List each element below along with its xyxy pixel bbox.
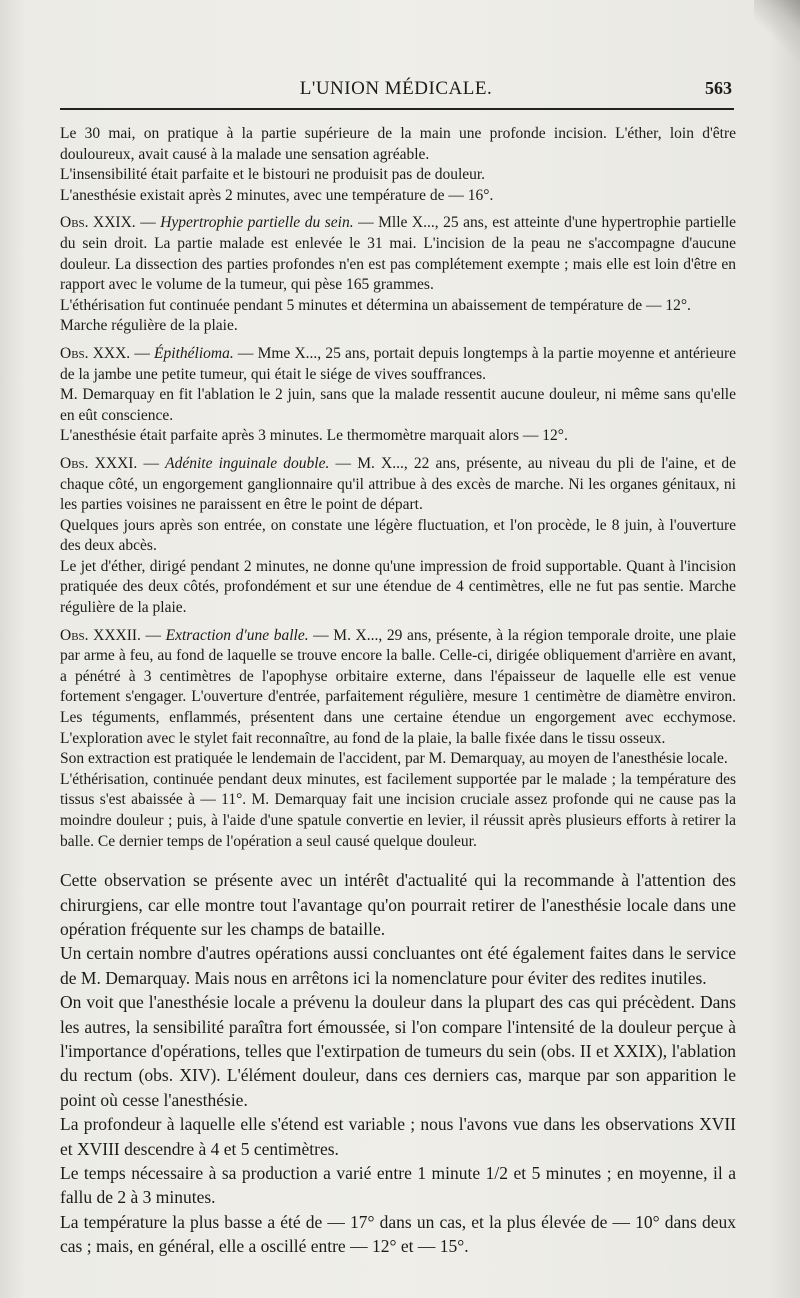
page-corner-curl bbox=[754, 0, 800, 64]
page-number: 563 bbox=[705, 78, 732, 98]
paragraph: On voit que l'anesthésie locale a prévenu la douleur dans la plupart des cas qui précèdent. Dans les autres, la sensibilité paraîtra fort émoussée, si l'on compare l'intensité de la douleur perçue à l'importance d'opérations, telles que l'extirpation de tumeurs du sein (obs. II et XXIX), l'ablation du rectum (obs. XIV). L'élément douleur, dans ces derniers cas, marque par son apparition le point où cesse l'anesthésie. bbox=[60, 992, 736, 1110]
observation-label: Obs. XXXI. bbox=[60, 454, 138, 472]
paragraph: Son extraction est pratiquée le lendemain de l'accident, par M. Demarquay, au moyen de l'anesthésie locale. bbox=[60, 750, 728, 768]
observation-label: Obs. XXIX. bbox=[60, 214, 136, 232]
observation-xxix: Obs. XXIX. — Hypertrophie partielle du sein. — Mlle X..., 25 ans, est atteinte d'une hypertrophie partielle du sein droit. La partie malade est enlevée le 31 mai. L'incision de la peau ne s'accompagne d'aucune douleur. La dissection des parties profondes n'en est pas complétement exempte ; mais elle est loin d'être en rapport avec le volume de la tumeur, qui pèse 165 grammes. bbox=[60, 214, 737, 294]
paragraph: Quelques jours après son entrée, on constate une légère fluctuation, et l'on procède, le 8 juin, à l'ouverture des deux abcès. bbox=[60, 516, 736, 555]
observation-title: Adénite inguinale double. bbox=[165, 454, 330, 472]
observation-text: Mme X..., 25 ans, portait depuis longtemps à la partie moyenne et antérieure de la jambe une petite tumeur, qui était le siége de vives souffrances. bbox=[60, 344, 737, 383]
observation-title: Épithélioma. bbox=[154, 344, 234, 362]
paragraph: L'insensibilité était parfaite et le bistouri ne produisit pas de douleur. bbox=[60, 166, 486, 184]
paragraph: Marche régulière de la plaie. bbox=[60, 317, 238, 335]
paragraph: La profondeur à laquelle elle s'étend est variable ; nous l'avons vue dans les observations XVII et XVIII descendre à 4 et 5 centimètres. bbox=[60, 1114, 736, 1159]
observation-xxx: Obs. XXX. — Épithélioma. — Mme X..., 25 ans, portait depuis longtemps à la partie moyenne et antérieure de la jambe une petite tumeur, qui était le siége de vives souffrances. bbox=[60, 344, 737, 383]
observation-text: M. X..., 22 ans, présente, au niveau du pli de l'aine, et de chaque côté, un engorgement ganglionnaire qu'il attribue à des excès de marche. Ni les organes génitaux, ni les parties voisines ne paraissent en être le point de départ. bbox=[60, 454, 736, 514]
article-body bbox=[60, 124, 736, 1259]
observation-xxxi: Obs. XXXI. — Adénite inguinale double. — M. X..., 22 ans, présente, au niveau du pli de l'aine, et de chaque côté, un engorgement ganglionnaire qu'il attribue à des excès de marche. Ni les organes génitaux, ni les parties voisines ne paraissent en être le point de départ. bbox=[60, 454, 736, 514]
running-title: L'UNION MÉDICALE. bbox=[299, 78, 493, 99]
paragraph: Cette observation se présente avec un intérêt d'actualité qui la recommande à l'attention des chirurgiens, car elle montre tout l'avantage qu'on pourrait retirer de l'anesthésie locale dans une opération fréquente sur les champs de bataille. bbox=[60, 870, 736, 939]
paragraph: Le 30 mai, on pratique à la partie supérieure de la main une profonde incision. L'éther, loin d'être douloureux, avait causé à la malade une sensation agréable. bbox=[60, 125, 736, 163]
observation-text: Mlle X..., 25 ans, est atteinte d'une hypertrophie partielle du sein droit. La partie malade est enlevée le 31 mai. L'incision de la peau ne s'accompagne d'aucune douleur. La dissection des parties profondes n'en est pas complétement exempte ; mais elle est loin d'être en rapport avec le volume de la tumeur, qui pèse 165 grammes. bbox=[60, 214, 737, 294]
paragraph: M. Demarquay en fit l'ablation le 2 juin, sans que la malade ressentit aucune douleur, ni même sans qu'elle en eût conscience. bbox=[60, 386, 736, 424]
paragraph: Le jet d'éther, dirigé pendant 2 minutes, ne donne qu'une impression de froid supportable. Quant à l'incision pratiquée des deux côtés, profondément et sur une étendue de 4 centimètres, elle ne fut pas sentie. Marche régulière de la plaie. bbox=[60, 557, 736, 617]
paragraph: Le temps nécessaire à sa production a varié entre 1 minute 1/2 et 5 minutes ; en moyenne, il a fallu de 2 à 3 minutes. bbox=[60, 1163, 736, 1208]
paragraph: L'anesthésie était parfaite après 3 minutes. Le thermomètre marquait alors — 12°. bbox=[60, 427, 568, 445]
paragraph: La température la plus basse a été de — 17° dans un cas, et la plus élevée de — 10° dans deux cas ; mais, en général, elle a oscillé entre — 12° et — 15°. bbox=[60, 1211, 736, 1257]
observation-label: Obs. XXX. bbox=[60, 344, 131, 362]
paragraph: L'éthérisation fut continuée pendant 5 minutes et détermina un abaissement de température de — 12°. bbox=[60, 296, 691, 314]
observation-label: Obs. XXXII. bbox=[60, 626, 141, 644]
paragraph: L'éthérisation, continuée pendant deux minutes, est facilement supportée par le malade ; la température des tissus s'est abaissée à — 11°. M. Demarquay fait une incision cruciale assez profonde qui ne cause pas la moindre douleur ; puis, à l'aide d'une spatule convertie en levier, il réussit après plusieurs efforts à retirer la balle. Ce dernier temps de l'opération a seul causé quelque douleur. bbox=[60, 770, 736, 850]
observation-title: Hypertrophie partielle du sein. bbox=[160, 214, 354, 232]
paragraph: L'anesthésie existait après 2 minutes, avec une température de — 16°. bbox=[60, 186, 494, 204]
paragraph: Un certain nombre d'autres opérations aussi concluantes ont été également faites dans le service de M. Demarquay. Mais nous en arrêtons ici la nomenclature pour éviter des redites inutiles. bbox=[60, 943, 736, 988]
observation-xxxii: Obs. XXXII. — Extraction d'une balle. — M. X..., 29 ans, présente, à la région temporale droite, une plaie par arme à feu, au fond de laquelle se trouve encore la balle. Celle-ci, dirigée obliquement d'arrière en avant, a pénétré à 3 centimètres de l'apophyse orbitaire externe, dans l'épaisseur de laquelle elle est venue fortement s'engager. L'ouverture d'entrée, parfaitement régulière, mesure 1 centimètre de diamètre environ. Les téguments, enflammés, présentent dans une certaine étendue un engorgement avec ecchymose. L'exploration avec le stylet fait reconnaître, au fond de la plaie, la balle fixée dans le tissu osseux. bbox=[60, 626, 736, 747]
page-header bbox=[60, 78, 732, 104]
header-rule bbox=[60, 108, 734, 110]
observation-title: Extraction d'une balle. bbox=[165, 626, 309, 644]
observation-text: M. X..., 29 ans, présente, à la région temporale droite, une plaie par arme à feu, au fond de laquelle se trouve encore la balle. Celle-ci, dirigée obliquement d'arrière en avant, a pénétré à 3 centimètres de l'apophyse orbitaire externe, dans l'épaisseur de laquelle elle est venue fortement s'engager. L'ouverture d'entrée, parfaitement régulière, mesure 1 centimètre de diamètre environ. Les téguments, enflammés, présentent dans une certaine étendue un engorgement avec ecchymose. L'exploration avec le stylet fait reconnaître, au fond de la plaie, la balle fixée dans le tissu osseux. bbox=[60, 626, 736, 747]
